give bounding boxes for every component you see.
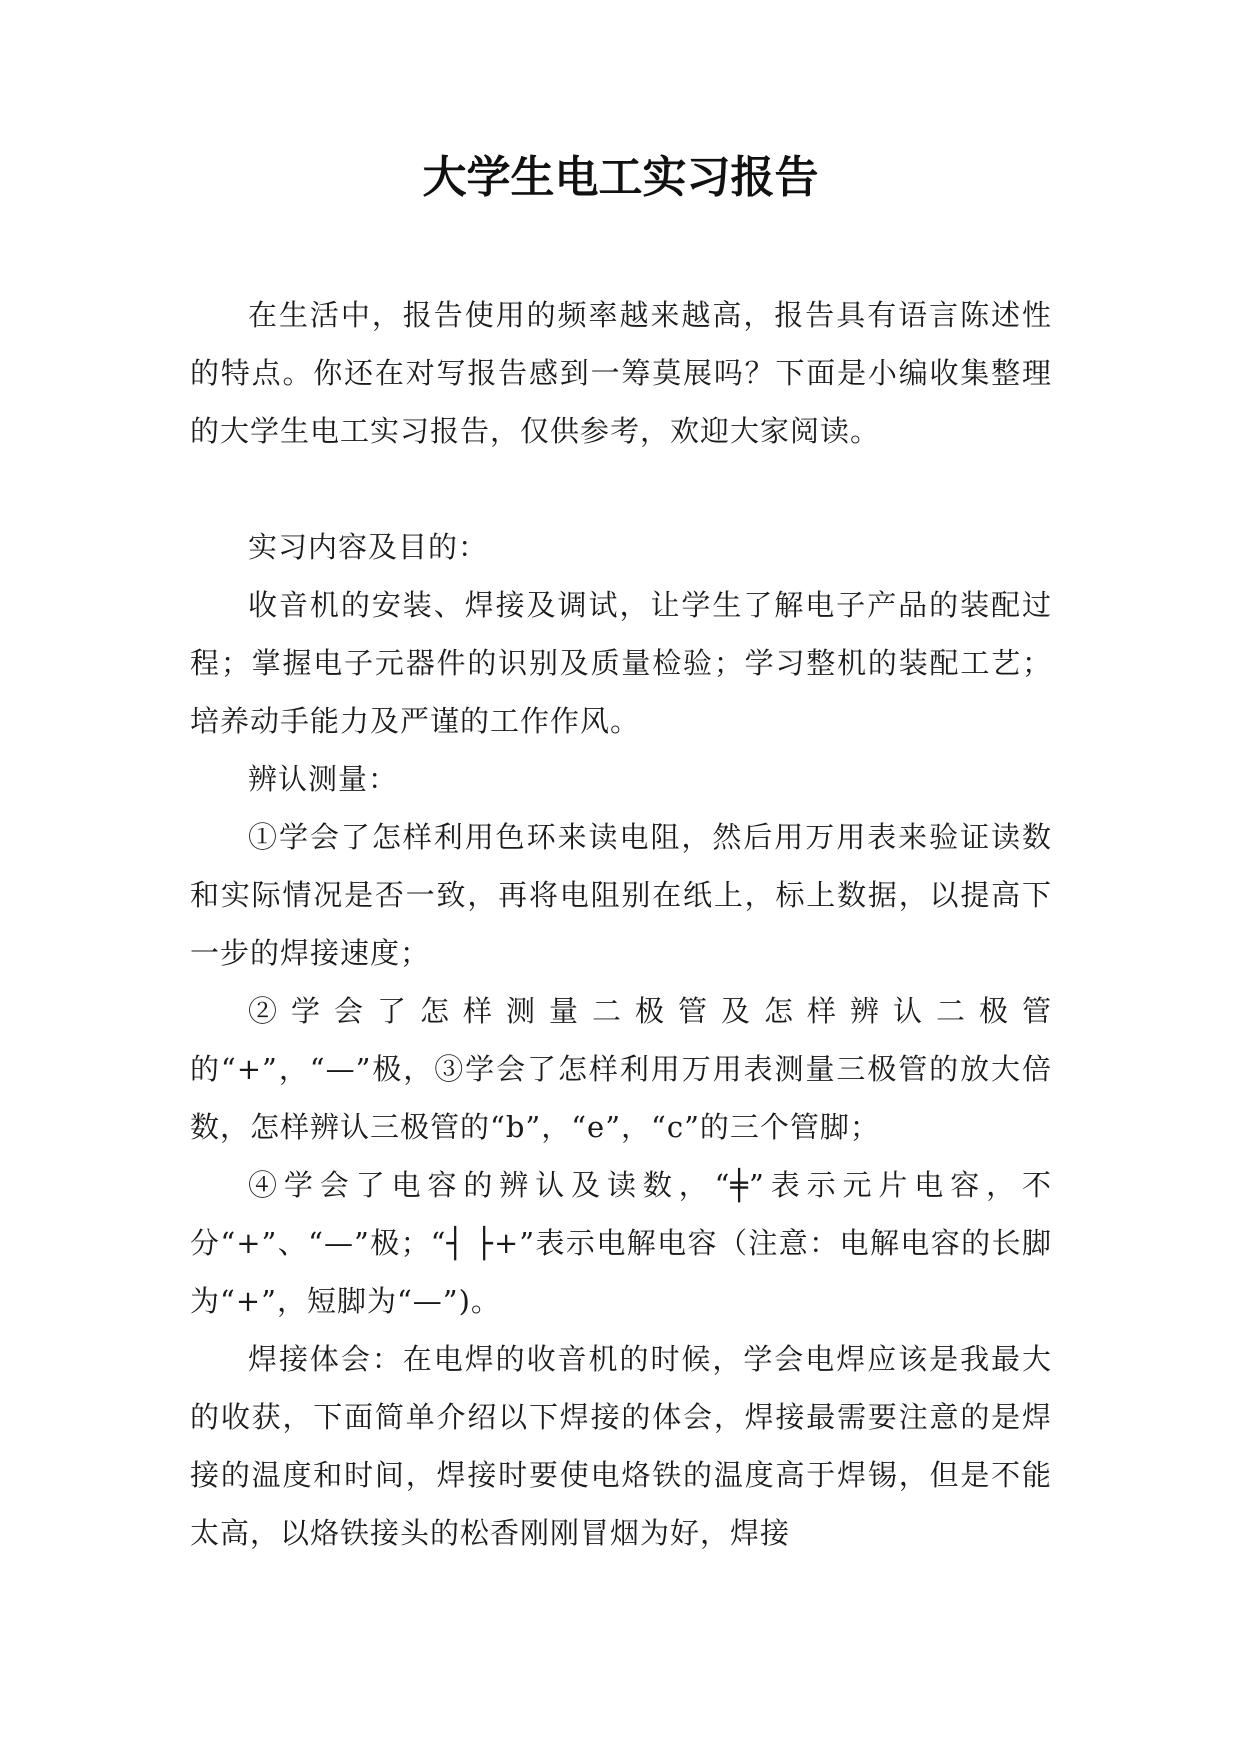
welding-paragraph: 焊接体会：在电焊的收音机的时候，学会电焊应该是我最大的收获，下面简单介绍以下焊接的体会，焊接最需要注意的是焊接的温度和时间，焊接时要使电烙铁的温度高于焊锡，但是不能太高，以烙铁接头的松香刚刚冒烟为好，焊接	[190, 1342, 1052, 1550]
measurement-item-4: ④学会了电容的辨认及读数，“╪”表示元片电容，不分“+”、“—”极；“┤ ├+”表示电解电容（注意：电解电容的长脚为“+”，短脚为“—”)。	[190, 1168, 1052, 1318]
measurement-item-1: ①学会了怎样利用色环来读电阻，然后用万用表来验证读数和实际情况是否一致，再将电阻别在纸上，标上数据，以提高下一步的焊接速度；	[190, 820, 1052, 970]
paragraph-gap	[190, 460, 1052, 518]
intro-paragraph: 在生活中，报告使用的频率越来越高，报告具有语言陈述性的特点。你还在对写报告感到一筹莫展吗？下面是小编收集整理的大学生电工实习报告，仅供参考，欢迎大家阅读。	[190, 298, 1052, 448]
section-heading-measurement: 辨认测量：	[248, 762, 399, 796]
document-title: 大学生电工实习报告	[422, 152, 819, 203]
content-paragraph: 收音机的安装、焊接及调试，让学生了解电子产品的装配过程；掌握电子元器件的识别及质量检验；学习整机的装配工艺；培养动手能力及严谨的工作作风。	[190, 588, 1052, 738]
document-body	[190, 286, 1052, 1562]
section-heading-content: 实习内容及目的：	[248, 530, 489, 564]
measurement-item-2-3: ②学会了怎样测量二极管及怎样辨认二极管的“+”，“—”极，③学会了怎样利用万用表测量三极管的放大倍数，怎样辨认三极管的“b”，“e”，“c”的三个管脚；	[190, 994, 1052, 1144]
